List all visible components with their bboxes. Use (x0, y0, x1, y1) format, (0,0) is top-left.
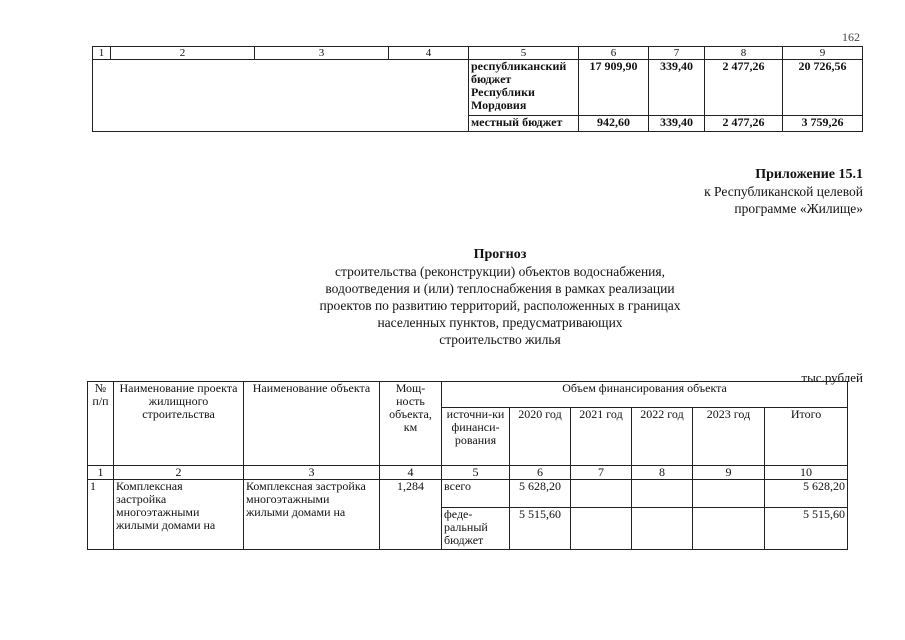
forecast-line: населенных пунктов, предусматривающих (377, 315, 623, 330)
funding-source: республиканский бюджет Республики Мордовия (469, 60, 579, 116)
page-number: 162 (842, 30, 860, 44)
header-source: источни-ки финанси-рования (442, 408, 510, 466)
value-cell: 3 759,26 (783, 116, 863, 132)
col-number: 9 (783, 47, 863, 60)
header-year: 2021 год (571, 408, 632, 466)
forecast-line: строительства (реконструкции) объектов водоснабжения, (335, 264, 665, 279)
value-cell (693, 480, 765, 508)
appendix-line: программе «Жилище» (734, 201, 863, 216)
value-cell: 942,60 (579, 116, 649, 132)
col-number: 1 (88, 466, 114, 480)
value-cell: 5 515,60 (510, 508, 571, 550)
col-number: 7 (571, 466, 632, 480)
table-row (88, 480, 848, 508)
value-cell: 5 628,20 (510, 480, 571, 508)
col-number: 5 (469, 47, 579, 60)
row-source: всего (442, 480, 510, 508)
header-row (88, 382, 848, 408)
row-capacity: 1,284 (380, 480, 442, 550)
table-row (93, 60, 863, 116)
col-number: 1 (93, 47, 111, 60)
forecast-line: проектов по развитию территорий, расположенных в границах (319, 298, 681, 313)
header-num: № п/п (88, 382, 114, 466)
forecast-title: Прогноз (473, 247, 527, 262)
value-cell (693, 508, 765, 550)
col-number: 7 (649, 47, 705, 60)
header-total: Итого (765, 408, 848, 466)
col-number: 4 (389, 47, 469, 60)
header-financing: Объем финансирования объекта (442, 382, 848, 408)
header-object: Наименование объекта (244, 382, 380, 466)
value-cell: 339,40 (649, 60, 705, 116)
forecast-line: водоотведения и (или) теплоснабжения в рамках реализации (325, 281, 675, 296)
col-number: 6 (579, 47, 649, 60)
column-number-row (88, 466, 848, 480)
forecast-line: строительство жилья (439, 332, 561, 347)
header-year: 2022 год (632, 408, 693, 466)
col-number: 2 (114, 466, 244, 480)
value-cell (571, 480, 632, 508)
col-number: 10 (765, 466, 848, 480)
value-cell: 20 726,56 (783, 60, 863, 116)
col-number: 3 (255, 47, 389, 60)
row-num: 1 (88, 480, 114, 550)
column-number-row (93, 47, 863, 60)
col-number: 4 (380, 466, 442, 480)
continuation-table (92, 46, 863, 132)
forecast-heading (240, 246, 760, 348)
col-number: 8 (632, 466, 693, 480)
header-year: 2020 год (510, 408, 571, 466)
value-cell: 5 515,60 (765, 508, 848, 550)
col-number: 8 (705, 47, 783, 60)
row-project (114, 480, 244, 550)
col-number: 3 (244, 466, 380, 480)
value-cell (632, 480, 693, 508)
unit-label: тыс.рублей (801, 370, 863, 385)
header-capacity: Мощ-ность объекта, км (380, 382, 442, 466)
value-cell: 17 909,90 (579, 60, 649, 116)
row-object (244, 480, 380, 550)
appendix-line: к Республиканской целевой (704, 184, 863, 199)
value-cell (632, 508, 693, 550)
object-text: Комплексная застройка многоэтажными жилыми домами на (246, 479, 366, 519)
value-cell: 5 628,20 (765, 480, 848, 508)
appendix-title: Приложение 15.1 (755, 167, 863, 182)
header-year: 2023 год (693, 408, 765, 466)
value-cell: 339,40 (649, 116, 705, 132)
appendix-header (704, 166, 863, 217)
row-source (442, 508, 510, 550)
col-number: 6 (510, 466, 571, 480)
value-cell (571, 508, 632, 550)
source-text: феде-ральный бюджет (444, 507, 488, 547)
value-cell: 2 477,26 (705, 116, 783, 132)
funding-source: местный бюджет (469, 116, 579, 132)
project-text: Комплексная застройка многоэтажными жилыми домами на (116, 479, 216, 532)
col-number: 5 (442, 466, 510, 480)
col-number: 9 (693, 466, 765, 480)
merged-empty-cell (93, 60, 469, 132)
col-number: 2 (111, 47, 255, 60)
forecast-table (87, 381, 848, 550)
header-project: Наименование проекта жилищного строительства (114, 382, 244, 466)
value-cell: 2 477,26 (705, 60, 783, 116)
